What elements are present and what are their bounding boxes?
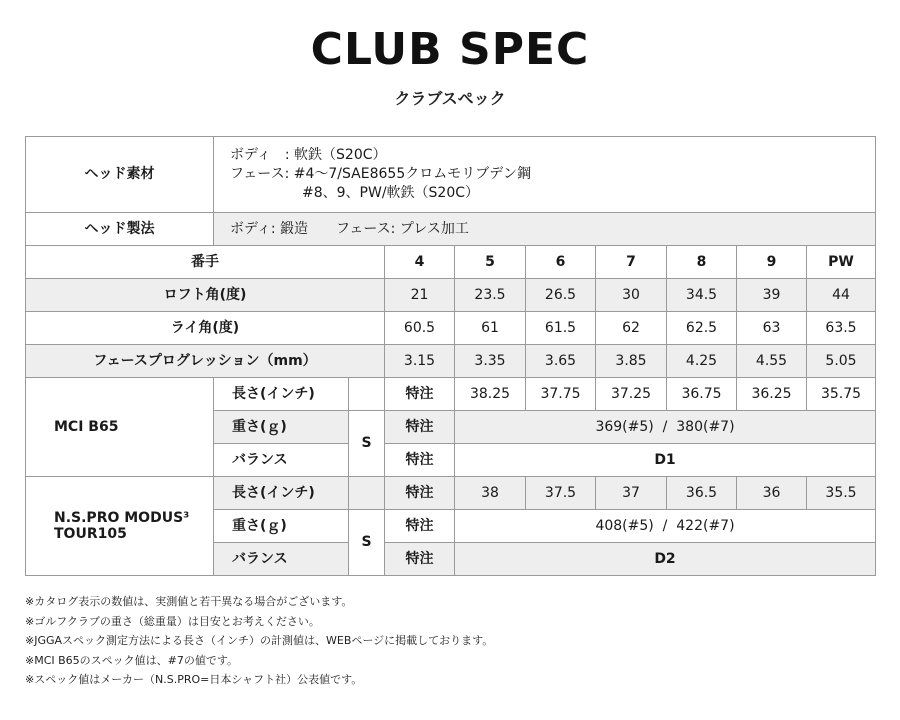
page-title: CLUB SPEC bbox=[310, 24, 590, 75]
head-material-row bbox=[26, 137, 876, 213]
head-material-label: ヘッド素材 bbox=[26, 137, 214, 213]
shaft2-length-cell: 36.5 bbox=[667, 477, 737, 510]
progression-cell: 3.85 bbox=[596, 345, 667, 378]
footnote: ※スペック値はメーカー（N.S.PRO=日本シャフト社）公表値です。 bbox=[25, 673, 363, 686]
progression-cell: 4.25 bbox=[667, 345, 737, 378]
number-cell: 8 bbox=[667, 246, 737, 279]
shaft1-balance-label: バランス bbox=[214, 444, 349, 477]
material-face: フェース: #4〜7/SAE8655クロムモリブデン鋼 bbox=[230, 166, 531, 182]
shaft2-name bbox=[26, 477, 214, 576]
shaft1-flex-blank bbox=[349, 378, 385, 411]
footnote: ※JGGAスペック測定方法による長さ（インチ）の計測値は、WEBページに掲載しております。 bbox=[25, 634, 494, 647]
footnote: ※カタログ表示の数値は、実測値と若干異なる場合がございます。 bbox=[25, 595, 353, 608]
shaft2-length-row bbox=[26, 477, 876, 510]
shaft2-flex-blank bbox=[349, 477, 385, 510]
shaft1-balance-special: 特注 bbox=[385, 444, 455, 477]
material-body: ボディ : 軟鉄（S20C） bbox=[230, 147, 387, 163]
footnotes bbox=[25, 592, 493, 690]
shaft1-length-special: 特注 bbox=[385, 378, 455, 411]
shaft2-weight-label: 重さ(ｇ) bbox=[214, 510, 349, 543]
shaft2-length-cell: 36 bbox=[737, 477, 807, 510]
shaft2-balance-special: 特注 bbox=[385, 543, 455, 576]
number-cell: 5 bbox=[455, 246, 526, 279]
shaft1-length-cell: 36.25 bbox=[737, 378, 807, 411]
number-cell: 6 bbox=[526, 246, 596, 279]
spec-table bbox=[25, 136, 876, 576]
shaft1-balance-value: D1 bbox=[455, 444, 876, 477]
shaft1-length-label: 長さ(インチ) bbox=[214, 378, 349, 411]
shaft2-flex: S bbox=[349, 510, 385, 576]
number-cell: PW bbox=[807, 246, 876, 279]
shaft2-weight-value: 408(#5) / 422(#7) bbox=[455, 510, 876, 543]
shaft2-length-special: 特注 bbox=[385, 477, 455, 510]
shaft2-length-label: 長さ(インチ) bbox=[214, 477, 349, 510]
progression-cell: 3.35 bbox=[455, 345, 526, 378]
shaft1-weight-special: 特注 bbox=[385, 411, 455, 444]
lie-row bbox=[26, 312, 876, 345]
loft-cell: 30 bbox=[596, 279, 667, 312]
loft-cell: 23.5 bbox=[455, 279, 526, 312]
head-method-label: ヘッド製法 bbox=[26, 213, 214, 246]
head-method-value: ボディ: 鍛造 フェース: プレス加工 bbox=[214, 213, 876, 246]
shaft1-name: MCI B65 bbox=[26, 378, 214, 477]
lie-cell: 63.5 bbox=[807, 312, 876, 345]
shaft2-name-line1: N.S.PRO MODUS³ bbox=[54, 510, 190, 526]
shaft1-length-cell: 37.25 bbox=[596, 378, 667, 411]
lie-cell: 62.5 bbox=[667, 312, 737, 345]
loft-cell: 34.5 bbox=[667, 279, 737, 312]
shaft1-length-cell: 38.25 bbox=[455, 378, 526, 411]
progression-label: フェースプログレッション（mm） bbox=[26, 345, 385, 378]
shaft2-balance-label: バランス bbox=[214, 543, 349, 576]
head-material-value bbox=[214, 137, 876, 213]
lie-label: ライ角(度) bbox=[26, 312, 385, 345]
head-method-row bbox=[26, 213, 876, 246]
shaft1-length-cell: 36.75 bbox=[667, 378, 737, 411]
shaft2-name-line2: TOUR105 bbox=[54, 526, 127, 542]
loft-row bbox=[26, 279, 876, 312]
number-label: 番手 bbox=[26, 246, 385, 279]
shaft1-weight-value: 369(#5) / 380(#7) bbox=[455, 411, 876, 444]
footnote: ※MCI B65のスペック値は、#7の値です。 bbox=[25, 653, 239, 667]
shaft2-length-cell: 37 bbox=[596, 477, 667, 510]
shaft2-length-cell: 35.5 bbox=[807, 477, 876, 510]
shaft1-length-row bbox=[26, 378, 876, 411]
progression-cell: 3.15 bbox=[385, 345, 455, 378]
shaft2-length-cell: 38 bbox=[455, 477, 526, 510]
shaft1-length-cell: 35.75 bbox=[807, 378, 876, 411]
shaft2-balance-value: D2 bbox=[455, 543, 876, 576]
number-cell: 4 bbox=[385, 246, 455, 279]
progression-cell: 4.55 bbox=[737, 345, 807, 378]
shaft2-weight-special: 特注 bbox=[385, 510, 455, 543]
loft-cell: 26.5 bbox=[526, 279, 596, 312]
page-subtitle: クラブスペック bbox=[394, 89, 506, 108]
progression-cell: 3.65 bbox=[526, 345, 596, 378]
shaft2-length-cell: 37.5 bbox=[526, 477, 596, 510]
lie-cell: 61 bbox=[455, 312, 526, 345]
footnote: ※ゴルフクラブの重さ（総重量）は目安とお考えください。 bbox=[25, 614, 320, 628]
shaft1-length-cell: 37.75 bbox=[526, 378, 596, 411]
lie-cell: 60.5 bbox=[385, 312, 455, 345]
number-cell: 9 bbox=[737, 246, 807, 279]
progression-cell: 5.05 bbox=[807, 345, 876, 378]
material-face-short: #8、9、PW/軟鉄（S20C） bbox=[302, 185, 480, 201]
loft-label: ロフト角(度) bbox=[26, 279, 385, 312]
lie-cell: 63 bbox=[737, 312, 807, 345]
loft-cell: 21 bbox=[385, 279, 455, 312]
number-cell: 7 bbox=[596, 246, 667, 279]
progression-row bbox=[26, 345, 876, 378]
shaft1-flex: S bbox=[349, 411, 385, 477]
number-row bbox=[26, 246, 876, 279]
loft-cell: 39 bbox=[737, 279, 807, 312]
lie-cell: 61.5 bbox=[526, 312, 596, 345]
shaft1-weight-label: 重さ(ｇ) bbox=[214, 411, 349, 444]
loft-cell: 44 bbox=[807, 279, 876, 312]
lie-cell: 62 bbox=[596, 312, 667, 345]
